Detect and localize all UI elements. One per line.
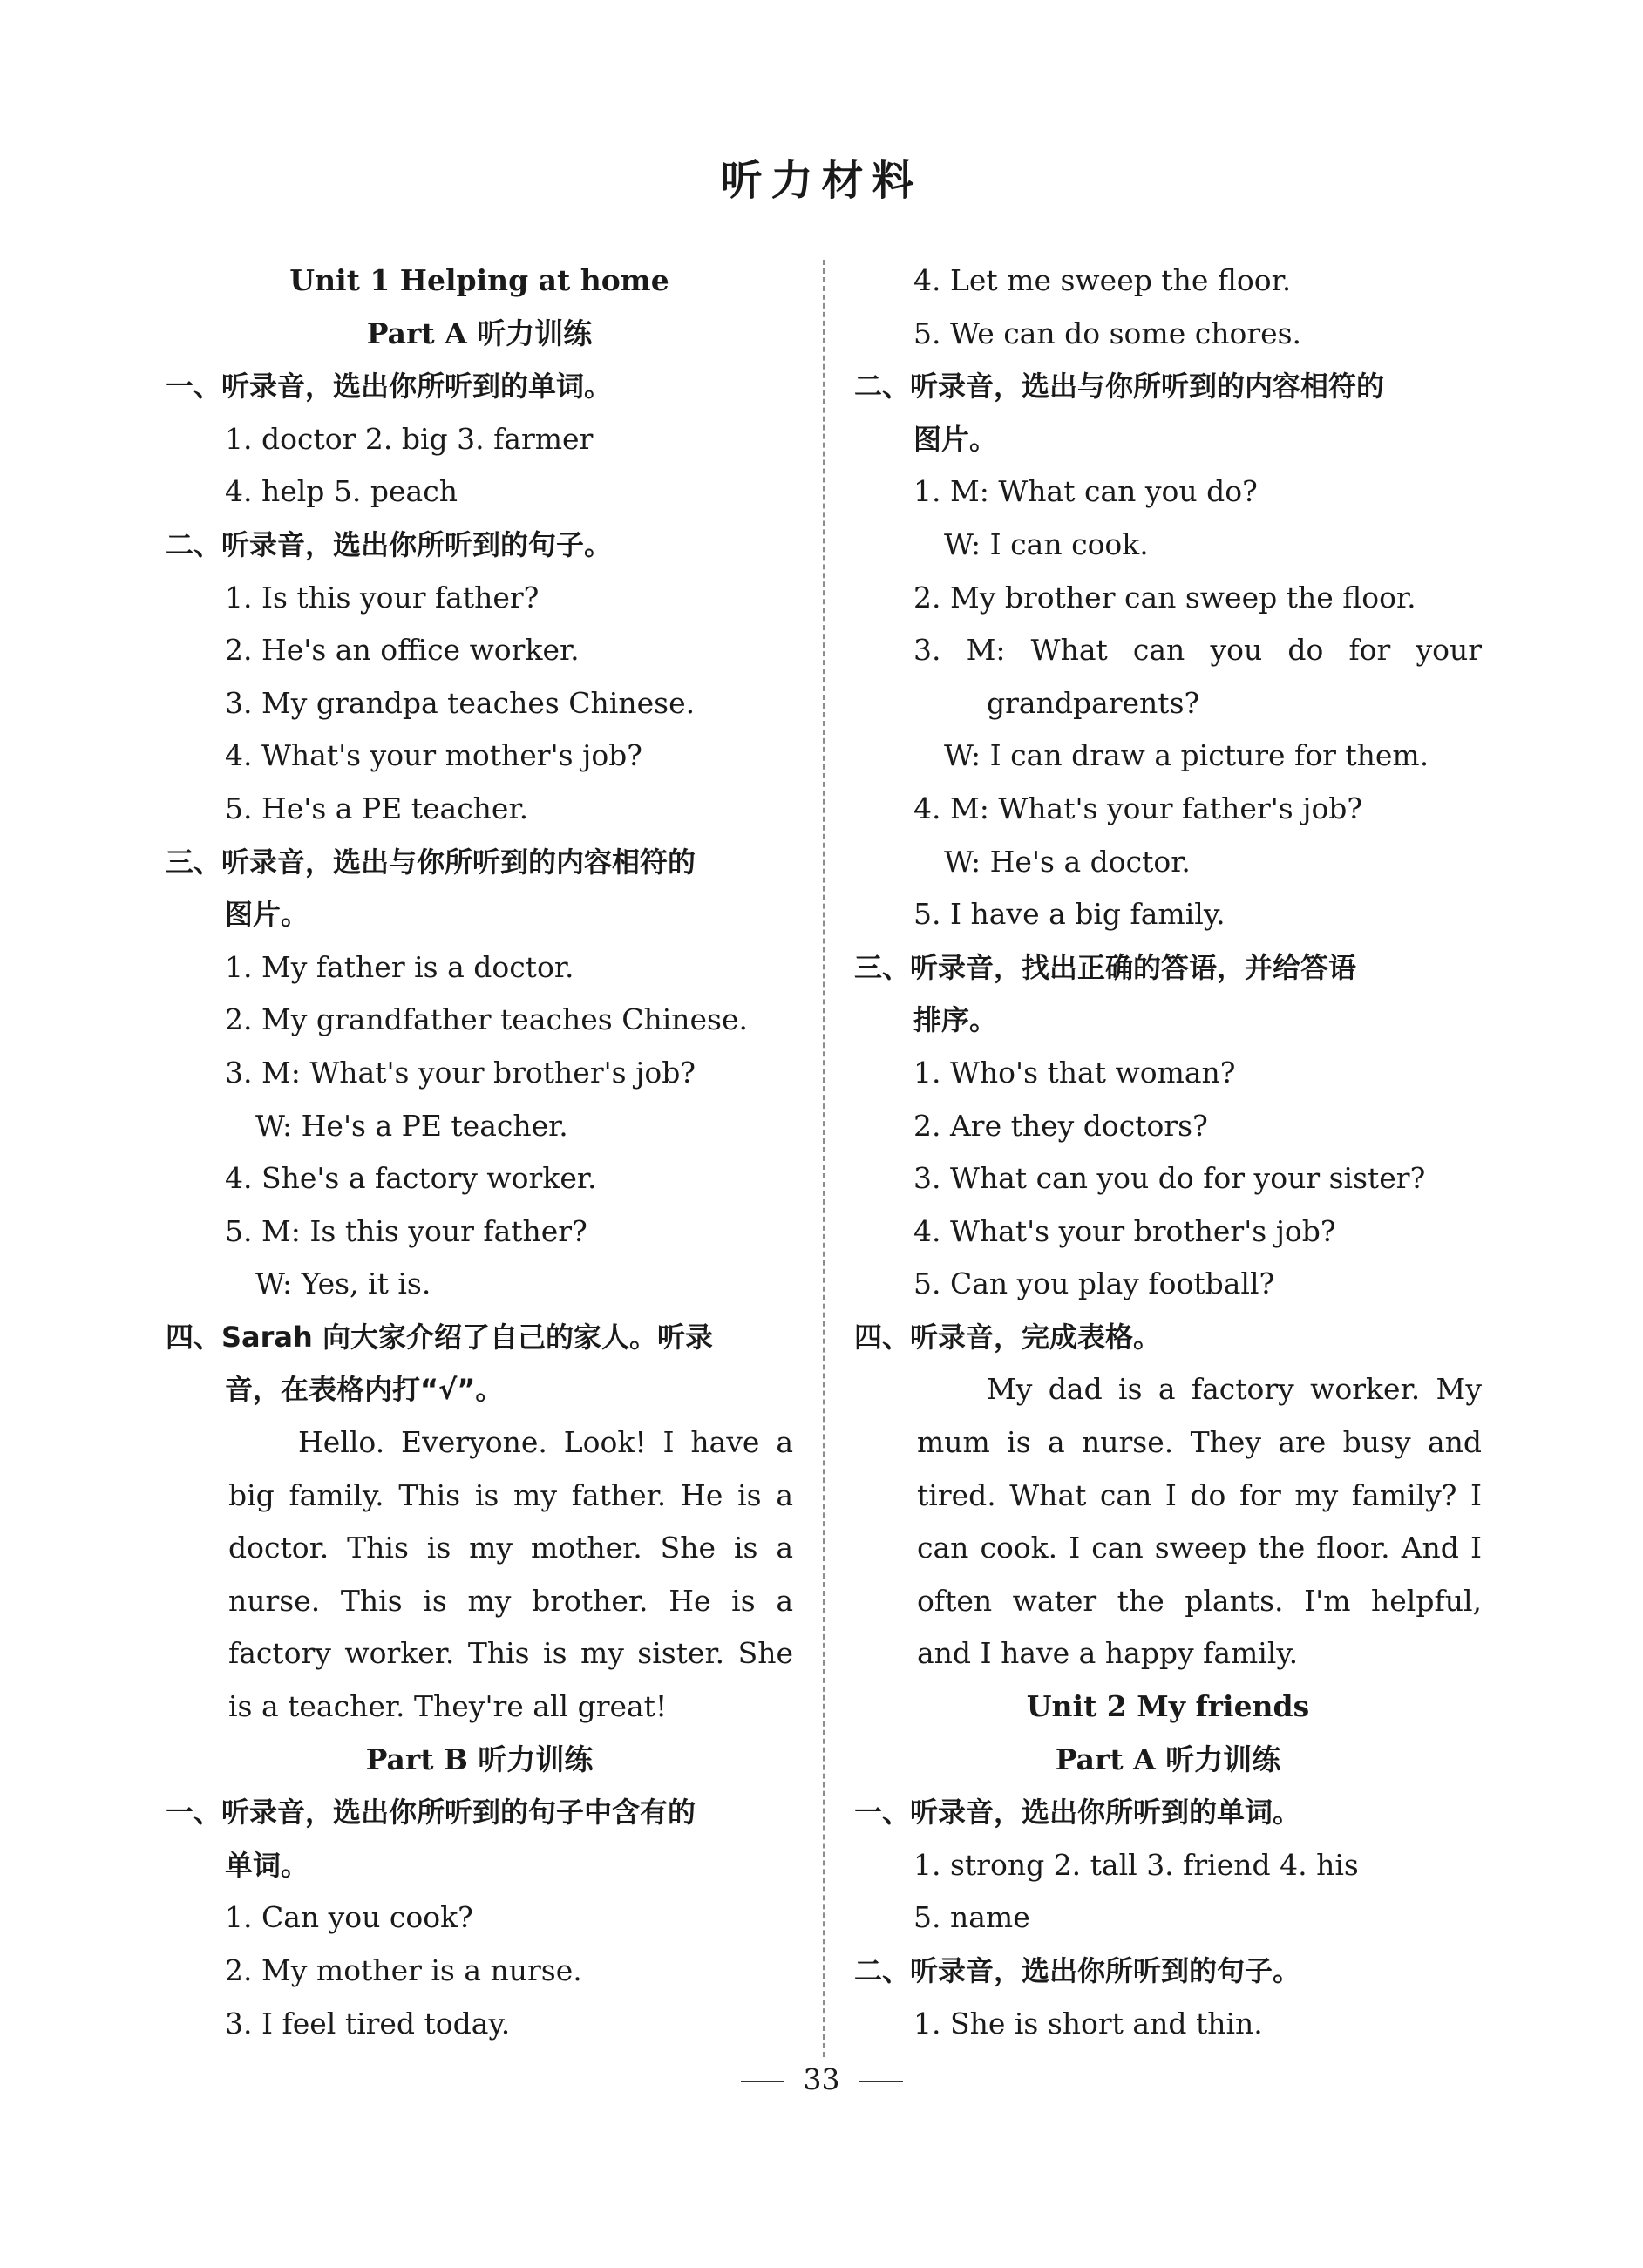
- section-title: Part A 听力训练: [366, 316, 593, 350]
- text-line: 1. strong 2. tall 3. friend 4. his: [913, 1847, 1359, 1882]
- text-line: mum is a nurse. They are busy and: [917, 1425, 1482, 1460]
- text-line: 1. doctor 2. big 3. farmer: [225, 421, 594, 456]
- text-line: 3. I feel tired today.: [225, 2006, 511, 2041]
- text-line: 5. name: [913, 1900, 1030, 1935]
- text-line: 4. She's a factory worker.: [225, 1161, 597, 1196]
- text-line: grandparents?: [987, 685, 1200, 720]
- page-footer: [0, 2062, 1643, 2096]
- text-line: tired. What can I do for my family? I: [917, 1477, 1482, 1512]
- section-title: Unit 1 Helping at home: [289, 263, 669, 297]
- exercise-heading: 排序。: [913, 1003, 998, 1037]
- text-line: 5. I have a big family.: [913, 897, 1225, 932]
- text-line: 2. My mother is a nurse.: [225, 1953, 582, 1987]
- exercise-heading: 四、Sarah 向大家介绍了自己的家人。听录: [166, 1320, 713, 1354]
- text-line: factory worker. This is my sister. She: [228, 1636, 793, 1671]
- text-line: 1. Can you cook?: [225, 1900, 473, 1935]
- exercise-heading: 图片。: [225, 898, 309, 932]
- text-line: 1. M: What can you do?: [913, 474, 1258, 509]
- exercise-heading: 一、听录音，选出你所听到的单词。: [854, 1796, 1301, 1830]
- text-line: 1. She is short and thin.: [913, 2006, 1263, 2041]
- column-divider: [823, 260, 825, 2057]
- page-title: 听力材料: [720, 156, 923, 205]
- text-line: W: I can draw a picture for them.: [944, 738, 1429, 773]
- text-line: 3. M: What's your brother's job?: [225, 1055, 696, 1090]
- text-line: often water the plants. I'm helpful,: [917, 1583, 1482, 1618]
- footer-dash-left: [741, 2081, 784, 2082]
- text-line: 1. Is this your father?: [225, 580, 540, 615]
- text-line: 2. My brother can sweep the floor.: [913, 580, 1416, 615]
- exercise-heading: 二、听录音，选出你所听到的句子。: [166, 527, 613, 561]
- section-title: Part B 听力训练: [365, 1742, 594, 1776]
- text-line: My dad is a factory worker. My: [987, 1372, 1482, 1407]
- text-line: 5. He's a PE teacher.: [225, 791, 529, 825]
- section-title: Unit 2 My friends: [1026, 1689, 1310, 1724]
- text-line: 2. My grandfather teaches Chinese.: [225, 1002, 748, 1037]
- text-line: 5. Can you play football?: [913, 1266, 1275, 1301]
- text-line: W: He's a PE teacher.: [255, 1108, 568, 1143]
- section-title: Part A 听力训练: [1055, 1742, 1281, 1776]
- text-line: big family. This is my father. He is a: [228, 1477, 793, 1512]
- text-line: 4. M: What's your father's job?: [913, 791, 1363, 825]
- left-column: [166, 255, 793, 2050]
- text-line: is a teacher. They're all great!: [228, 1689, 668, 1724]
- text-line: 5. We can do some chores.: [913, 316, 1302, 350]
- text-line: Hello. Everyone. Look! I have a: [298, 1425, 793, 1460]
- exercise-heading: 一、听录音，选出你所听到的句子中含有的: [166, 1796, 696, 1830]
- text-line: 4. help 5. peach: [225, 474, 458, 509]
- page-number: 33: [803, 2062, 840, 2096]
- text-line: 2. He's an office worker.: [225, 633, 580, 668]
- text-line: 4. What's your brother's job?: [913, 1213, 1336, 1248]
- text-line: 4. Let me sweep the floor.: [913, 263, 1292, 297]
- text-line: 1. Who's that woman?: [913, 1055, 1236, 1090]
- text-line: 3. What can you do for your sister?: [913, 1161, 1426, 1196]
- exercise-heading: 一、听录音，选出你所听到的单词。: [166, 370, 613, 404]
- text-line: nurse. This is my brother. He is a: [228, 1583, 793, 1618]
- exercise-heading: 二、听录音，选出与你所听到的内容相符的: [854, 370, 1385, 404]
- right-column: [854, 255, 1482, 2050]
- text-line: 1. My father is a doctor.: [225, 949, 574, 984]
- exercise-heading: 三、听录音，找出正确的答语，并给答语: [854, 950, 1357, 984]
- exercise-heading: 图片。: [913, 422, 998, 456]
- text-line: and I have a happy family.: [917, 1636, 1299, 1671]
- text-line: doctor. This is my mother. She is a: [228, 1531, 793, 1565]
- text-line: 2. Are they doctors?: [913, 1108, 1208, 1143]
- text-line: 3. M: What can you do for your: [913, 633, 1482, 668]
- text-line: W: Yes, it is.: [255, 1266, 431, 1301]
- exercise-heading: 四、听录音，完成表格。: [854, 1320, 1162, 1354]
- text-line: W: He's a doctor.: [944, 844, 1191, 879]
- text-line: W: I can cook.: [944, 526, 1149, 561]
- exercise-heading: 音，在表格内打“√”。: [225, 1373, 504, 1407]
- text-line: 4. What's your mother's job?: [225, 738, 642, 773]
- text-line: 5. M: Is this your father?: [225, 1213, 587, 1248]
- text-line: can cook. I can sweep the floor. And I: [917, 1531, 1482, 1565]
- exercise-heading: 单词。: [225, 1848, 309, 1882]
- exercise-heading: 三、听录音，选出与你所听到的内容相符的: [166, 845, 696, 879]
- exercise-heading: 二、听录音，选出你所听到的句子。: [854, 1954, 1301, 1987]
- text-line: 3. My grandpa teaches Chinese.: [225, 685, 696, 720]
- footer-dash-right: [859, 2081, 903, 2082]
